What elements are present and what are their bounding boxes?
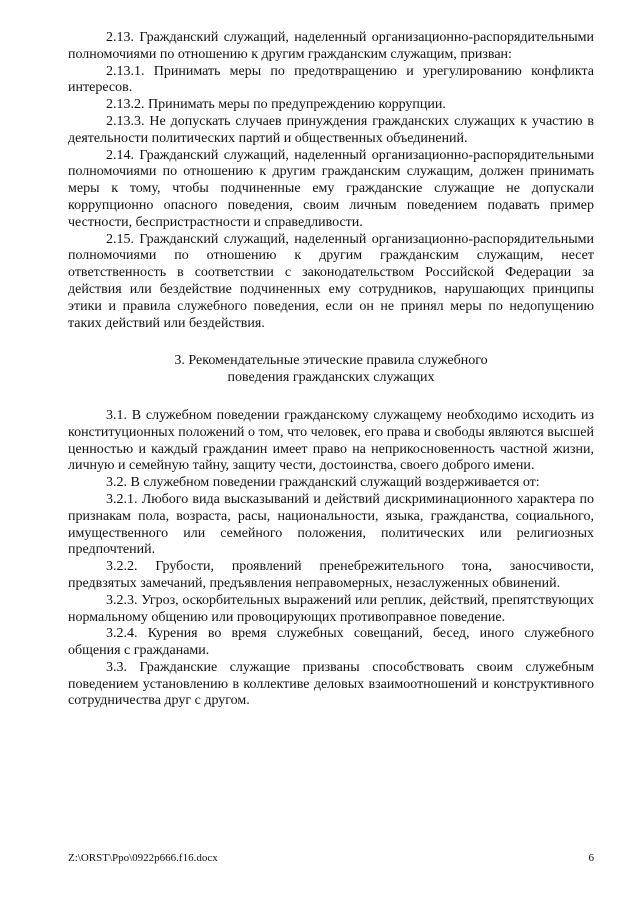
paragraph-2-13-3: 2.13.3. Не допускать случаев принуждения гражданских служащих к участию в деятельности политических партий и общественных объединений. bbox=[68, 113, 594, 146]
paragraph-3-3: 3.3. Гражданские служащие призваны способствовать своим служебным поведением установлению в коллективе деловых взаимоотношений и конструктивного сотрудничества друг с другом. bbox=[68, 659, 594, 709]
paragraph-3-2: 3.2. В служебном поведении гражданский служащий воздерживается от: bbox=[106, 475, 540, 491]
section-heading-line-1: 3. Рекомендательные этические правила служебного bbox=[174, 353, 488, 369]
paragraph-2-13: 2.13. Гражданский служащий, наделенный организационно-распорядительными полномочиями по отношению к другим гражданским служащим, призван: bbox=[68, 30, 594, 62]
paragraph-2-13-2: 2.13.2. Принимать меры по предупреждению коррупции. bbox=[106, 97, 446, 113]
footer-file-path: Z:\ORST\Ppo\0922p666.f16.docx bbox=[68, 852, 218, 864]
document-page bbox=[68, 30, 594, 710]
paragraph-3-2-4: 3.2.4. Курения во время служебных совещаний, бесед, иного служебного общения с гражданами. bbox=[68, 626, 594, 659]
footer-page-number: 6 bbox=[588, 852, 594, 864]
spacer bbox=[68, 387, 594, 408]
paragraph-2-13-1: 2.13.1. Принимать меры по предотвращению и урегулированию конфликта интересов. bbox=[68, 63, 594, 96]
paragraph-3-2-1: 3.2.1. Любого вида высказываний и действий дискриминационного характера по признакам пола, возраста, расы, национальности, языка, гражданства, социального, имущественного или семейного положения, политических или религиозных предпочтений. bbox=[68, 491, 594, 558]
section-heading-line-2: поведения гражданских служащих bbox=[227, 370, 435, 386]
page-footer bbox=[68, 852, 594, 864]
paragraph-3-2-2: 3.2.2. Грубости, проявлений пренебрежительного тона, заносчивости, предвзятых замечаний, предъявления неправомерных, незаслуженных обвинений. bbox=[68, 559, 594, 591]
paragraph-3-2-3: 3.2.3. Угроз, оскорбительных выражений или реплик, действий, препятствующих нормальному общению или провоцирующих противоправное поведение. bbox=[68, 592, 594, 625]
spacer bbox=[68, 332, 594, 353]
paragraph-3-1: 3.1. В служебном поведении гражданскому служащему необходимо исходить из конституционных положений о том, что человек, его права и свободы являются высшей ценностью и каждый гражданин имеет право на неприкосновенность частной жизни, личную и семейную тайну, защиту чести, достоинства, своего доброго имени. bbox=[68, 407, 594, 474]
paragraph-2-14: 2.14. Гражданский служащий, наделенный организационно-распорядительными полномочиями по отношению к другим гражданским служащим, должен принимать меры к тому, чтобы подчиненные ему гражданские служащие не допускали коррупционно опасного поведения, своим личным поведением подавать пример честности, беспристрастности и справедливости. bbox=[68, 147, 594, 230]
paragraph-2-15: 2.15. Гражданский служащий, наделенный организационно-распорядительными полномочиями по отношению к другим гражданским служащим, несет ответственность в соответствии с законодательством Российской Федерации за действия или бездействие подчиненных ему сотрудников, нарушающих принципы этики и правила служебного поведения, если он не принял меры по недопущению таких действий или бездействия. bbox=[68, 231, 594, 331]
